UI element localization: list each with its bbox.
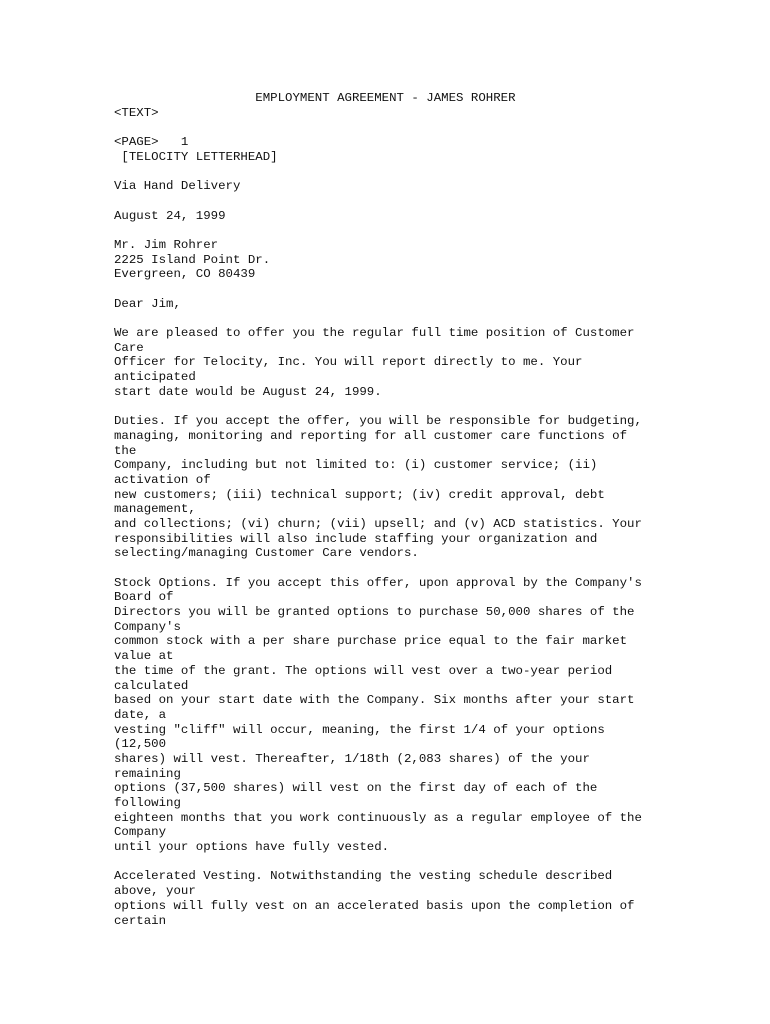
paragraph-line: above, your xyxy=(114,884,196,899)
recipient-address xyxy=(114,238,714,282)
spacer xyxy=(114,311,714,326)
paragraph-line: Company's xyxy=(114,619,181,634)
spacer xyxy=(114,223,714,238)
paragraph-offer xyxy=(114,326,714,399)
paragraph-line: Board of xyxy=(114,590,174,605)
paragraph-line: calculated xyxy=(114,678,189,693)
paragraph-line: remaining xyxy=(114,766,181,781)
document-title: EMPLOYMENT AGREEMENT - JAMES ROHRER xyxy=(114,91,516,105)
spacer xyxy=(114,561,714,576)
paragraph-accelerated-vesting xyxy=(114,869,714,928)
paragraph-line: Accelerated Vesting. Notwithstanding the vesting schedule described xyxy=(114,869,613,884)
spacer xyxy=(114,855,714,870)
address-line: Evergreen, CO 80439 xyxy=(114,267,256,282)
document-page xyxy=(114,91,714,928)
text-tag: <TEXT> xyxy=(114,105,159,120)
page-tag: <PAGE> 1 xyxy=(114,135,189,150)
letterhead-tag: [TELOCITY LETTERHEAD] xyxy=(114,149,278,164)
paragraph-line: eighteen months that you work continuously as a regular employee of the xyxy=(114,810,642,825)
paragraph-line: the xyxy=(114,443,137,458)
paragraph-line: value at xyxy=(114,649,174,664)
paragraph-line: anticipated xyxy=(114,370,196,385)
paragraph-line: options will fully vest on an accelerated basis upon the completion of xyxy=(114,898,635,913)
spacer xyxy=(114,399,714,414)
paragraph-line: start date would be August 24, 1999. xyxy=(114,384,382,399)
paragraph-line: new customers; (iii) technical support; (iv) credit approval, debt xyxy=(114,487,605,502)
paragraph-line: options (37,500 shares) will vest on the first day of each of the xyxy=(114,781,598,796)
paragraph-line: Duties. If you accept the offer, you will be responsible for budgeting, xyxy=(114,414,642,429)
paragraph-duties xyxy=(114,414,714,561)
paragraph-line: date, a xyxy=(114,707,167,722)
spacer xyxy=(114,164,714,179)
paragraph-line: Officer for Telocity, Inc. You will report directly to me. Your xyxy=(114,355,583,370)
paragraph-line: activation of xyxy=(114,472,211,487)
salutation: Dear Jim, xyxy=(114,296,181,311)
delivery-method: Via Hand Delivery xyxy=(114,179,241,194)
paragraph-line: certain xyxy=(114,913,167,928)
paragraph-line: shares) will vest. Thereafter, 1/18th (2,083 shares) of the your xyxy=(114,751,590,766)
paragraph-line: Company xyxy=(114,825,167,840)
address-line: Mr. Jim Rohrer xyxy=(114,237,219,252)
paragraph-line: the time of the grant. The options will vest over a two-year period xyxy=(114,663,613,678)
paragraph-line: selecting/managing Customer Care vendors. xyxy=(114,546,419,561)
paragraph-line: vesting "cliff" will occur, meaning, the first 1/4 of your options xyxy=(114,722,605,737)
paragraph-line: until your options have fully vested. xyxy=(114,840,390,855)
paragraph-line: responsibilities will also include staffing your organization and xyxy=(114,531,598,546)
spacer xyxy=(114,282,714,297)
paragraph-line: Company, including but not limited to: (i) customer service; (ii) xyxy=(114,458,598,473)
spacer xyxy=(114,194,714,209)
paragraph-line: managing, monitoring and reporting for all customer care functions of xyxy=(114,428,628,443)
paragraph-line: and collections; (vi) churn; (vii) upsell; and (v) ACD statistics. Your xyxy=(114,516,642,531)
spacer xyxy=(114,120,714,135)
paragraph-line: Stock Options. If you accept this offer, upon approval by the Company's xyxy=(114,575,642,590)
paragraph-line: management, xyxy=(114,502,196,517)
address-line: 2225 Island Point Dr. xyxy=(114,252,271,267)
paragraph-line: Care xyxy=(114,340,144,355)
paragraph-line: following xyxy=(114,796,181,810)
paragraph-line: We are pleased to offer you the regular full time position of Customer xyxy=(114,326,635,340)
paragraph-line: common stock with a per share purchase price equal to the fair market xyxy=(114,634,628,649)
paragraph-line: (12,500 xyxy=(114,737,167,752)
paragraph-line: based on your start date with the Company. Six months after your start xyxy=(114,693,635,708)
paragraph-line: Directors you will be granted options to purchase 50,000 shares of the xyxy=(114,605,635,620)
paragraph-stock-options xyxy=(114,576,714,855)
letter-date: August 24, 1999 xyxy=(114,208,226,223)
